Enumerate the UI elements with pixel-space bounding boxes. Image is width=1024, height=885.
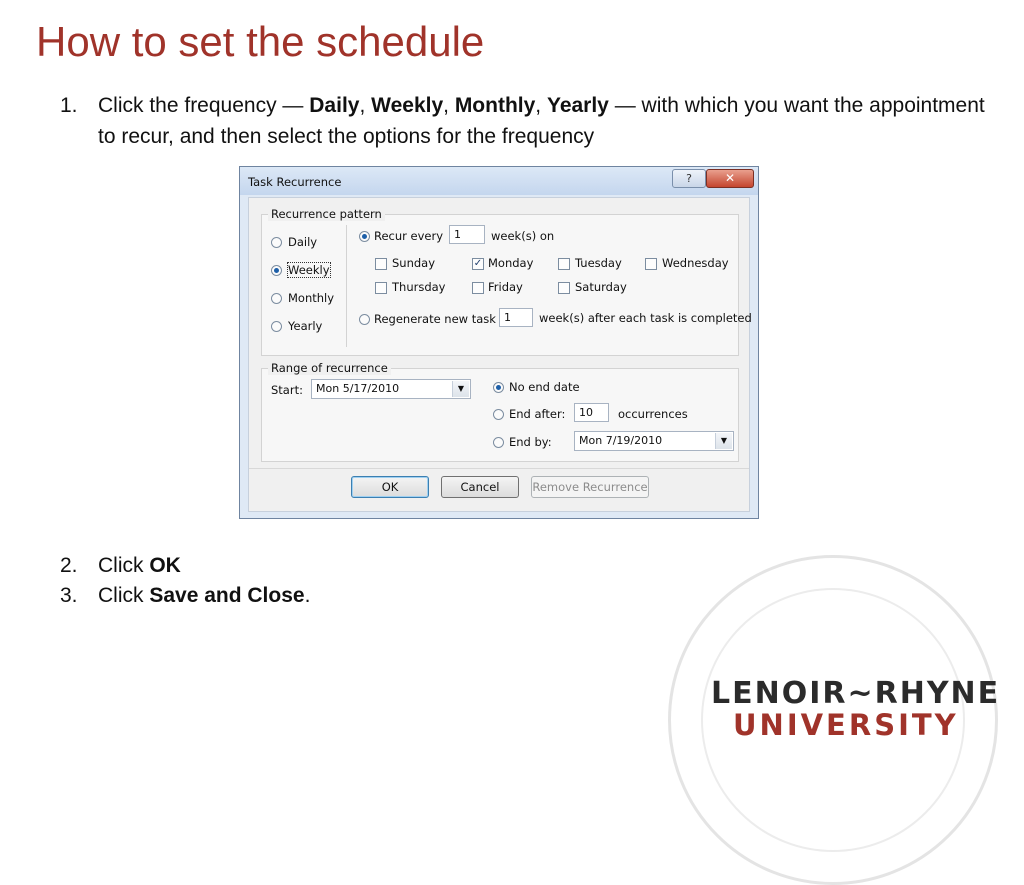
no-end-date-radio[interactable]: [493, 382, 504, 393]
step-1-text: [98, 90, 998, 152]
end-by-date-combo[interactable]: [574, 431, 734, 451]
regenerate-label[interactable]: Regenerate new task: [374, 312, 496, 326]
step-2-number: 2.: [60, 554, 78, 577]
step-1-text-a: Click the frequency —: [98, 94, 310, 117]
logo-university: UNIVERSITY: [733, 708, 959, 742]
friday-label[interactable]: Friday: [488, 280, 523, 294]
step-1-comma-2: ,: [443, 94, 455, 117]
saturday-label[interactable]: Saturday: [575, 280, 627, 294]
monthly-label[interactable]: Monthly: [288, 291, 335, 305]
friday-checkbox[interactable]: [472, 282, 484, 294]
task-recurrence-dialog: [239, 166, 759, 519]
step-1: [60, 90, 1000, 148]
occurrences-label: occurrences: [618, 407, 688, 421]
regenerate-suffix: week(s) after each task is completed: [539, 311, 752, 325]
wednesday-label[interactable]: Wednesday: [662, 256, 729, 270]
sunday-label[interactable]: Sunday: [392, 256, 436, 270]
recurrence-pattern-legend: Recurrence pattern: [268, 207, 385, 221]
wednesday-checkbox[interactable]: [645, 258, 657, 270]
regenerate-radio[interactable]: [359, 314, 370, 325]
no-end-date-label[interactable]: No end date: [509, 380, 580, 394]
step-3-bold: Save and Close: [149, 584, 305, 607]
daily-radio[interactable]: [271, 237, 282, 248]
step-1-text-b: — with which you want the appointment to recur, and then select the options for the frequency: [98, 94, 985, 148]
step-3-number: 3.: [60, 584, 78, 607]
cancel-button[interactable]: Cancel: [441, 476, 519, 498]
weekly-radio[interactable]: [271, 265, 282, 276]
step-2-text: Click: [98, 554, 150, 577]
monday-checkbox[interactable]: ✓: [473, 258, 483, 269]
end-after-radio[interactable]: [493, 409, 504, 420]
chevron-down-icon[interactable]: ▼: [715, 433, 732, 449]
regenerate-input[interactable]: 1: [499, 308, 533, 327]
monday-label[interactable]: Monday: [488, 256, 534, 270]
weekly-label[interactable]: Weekly: [288, 263, 330, 277]
dialog-titlebar: [240, 167, 758, 195]
weeks-on-label: week(s) on: [491, 229, 555, 243]
start-date-combo[interactable]: [311, 379, 471, 399]
yearly-radio[interactable]: [271, 321, 282, 332]
daily-label[interactable]: Daily: [288, 235, 318, 249]
recur-every-radio[interactable]: [359, 231, 370, 242]
tuesday-label[interactable]: Tuesday: [575, 256, 622, 270]
start-label: Start:: [271, 383, 303, 397]
step-1-daily: Daily: [309, 94, 360, 117]
help-button[interactable]: ?: [672, 169, 706, 188]
end-by-radio[interactable]: [493, 437, 504, 448]
ok-button[interactable]: OK: [351, 476, 429, 498]
step-1-comma-3: ,: [535, 94, 547, 117]
step-2: [60, 550, 181, 581]
logo-name: LENOIR~RHYNE: [711, 676, 1001, 711]
tuesday-checkbox[interactable]: [558, 258, 570, 270]
step-1-monthly: Monthly: [454, 94, 536, 117]
step-1-yearly: Yearly: [546, 94, 609, 117]
buttons-separator: [249, 468, 749, 469]
dialog-title: Task Recurrence: [248, 175, 342, 189]
yearly-label[interactable]: Yearly: [288, 319, 323, 333]
end-after-input[interactable]: 10: [574, 403, 609, 422]
remove-recurrence-button[interactable]: Remove Recurrence: [531, 476, 649, 498]
step-2-bold: OK: [149, 554, 181, 577]
start-date-value: Mon 5/17/2010: [316, 382, 400, 395]
slide-title: How to set the schedule: [36, 18, 485, 65]
pattern-divider: [346, 225, 347, 347]
monthly-radio[interactable]: [271, 293, 282, 304]
chevron-down-icon[interactable]: ▼: [452, 381, 469, 397]
step-1-comma-1: ,: [359, 94, 372, 117]
recur-every-label[interactable]: Recur every: [374, 229, 444, 243]
thursday-label[interactable]: Thursday: [392, 280, 446, 294]
thursday-checkbox[interactable]: [375, 282, 387, 294]
step-3-end: .: [304, 584, 311, 607]
step-3: [60, 580, 310, 611]
end-by-label[interactable]: End by:: [509, 435, 552, 449]
step-1-weekly: Weekly: [371, 94, 444, 117]
recur-every-input[interactable]: 1: [449, 225, 485, 244]
saturday-checkbox[interactable]: [558, 282, 570, 294]
end-by-date-value: Mon 7/19/2010: [579, 434, 663, 447]
range-legend: Range of recurrence: [268, 361, 391, 375]
step-3-text: Click: [98, 584, 150, 607]
close-button[interactable]: ✕: [706, 169, 754, 188]
dialog-client: [248, 197, 750, 512]
end-after-label[interactable]: End after:: [509, 407, 566, 421]
recurrence-pattern-group: [261, 207, 752, 356]
range-of-recurrence-group: [261, 361, 739, 462]
sunday-checkbox[interactable]: [375, 258, 387, 270]
step-1-number: 1.: [60, 94, 78, 117]
